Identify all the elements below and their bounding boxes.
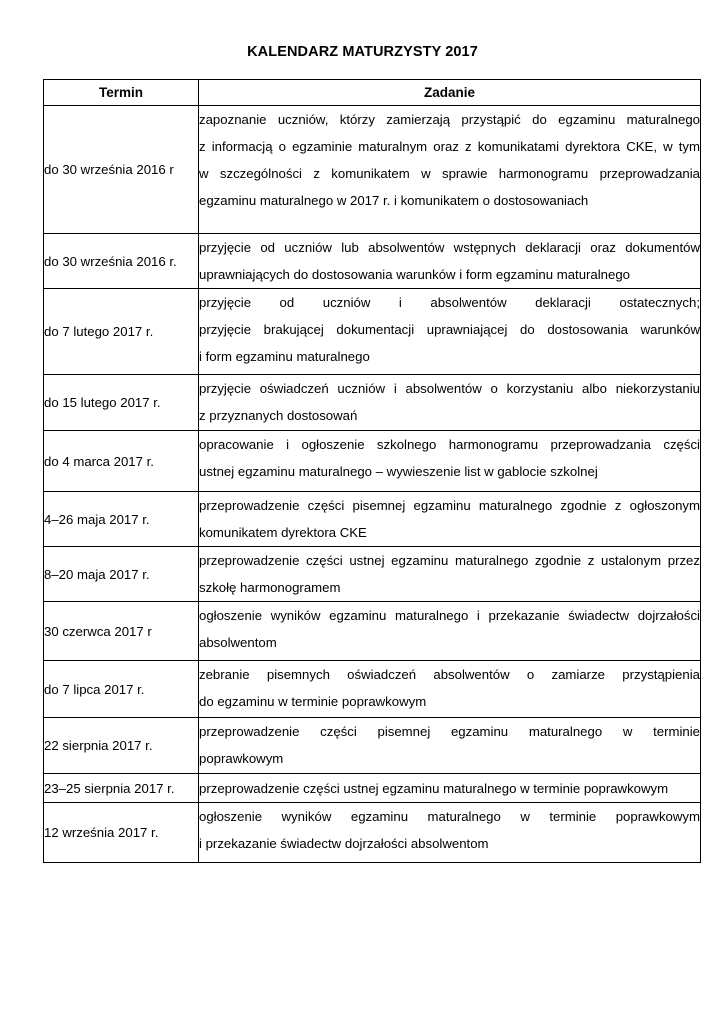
task-line: do egzaminu w terminie poprawkowym <box>199 694 427 709</box>
task-cell <box>199 774 701 803</box>
task-line: opracowanie i ogłoszenie szkolnego harmonogramu przeprowadzania części <box>199 437 700 452</box>
term-cell: 23–25 sierpnia 2017 r. <box>44 774 199 803</box>
term-cell: do 7 lipca 2017 r. <box>44 661 199 718</box>
task-cell <box>199 375 701 431</box>
task-cell <box>199 234 701 289</box>
table-row <box>44 547 701 602</box>
term-cell: 22 sierpnia 2017 r. <box>44 718 199 774</box>
task-line: przeprowadzenie części ustnej egzaminu maturalnego zgodnie z ustalonym przez <box>199 553 700 568</box>
task-line: przyjęcie od uczniów i absolwentów deklaracji ostatecznych; <box>199 295 700 310</box>
task-cell <box>199 106 701 234</box>
table-row <box>44 234 701 289</box>
column-header-termin: Termin <box>44 80 199 106</box>
task-cell <box>199 492 701 547</box>
task-line: i form egzaminu maturalnego <box>199 349 370 364</box>
task-cell <box>199 431 701 492</box>
table-row <box>44 774 701 803</box>
task-line: poprawkowym <box>199 751 284 766</box>
task-line: zapoznanie uczniów, którzy zamierzają przystąpić do egzaminu maturalnego <box>199 112 700 127</box>
term-cell: do 15 lutego 2017 r. <box>44 375 199 431</box>
table-body <box>44 106 701 863</box>
table-row <box>44 106 701 234</box>
task-line: zebranie pisemnych oświadczeń absolwentów o zamiarze przystąpienia <box>199 667 700 682</box>
task-line: przyjęcie od uczniów lub absolwentów wstępnych deklaracji oraz dokumentów <box>199 240 700 255</box>
table-row <box>44 492 701 547</box>
task-line: komunikatem dyrektora CKE <box>199 525 367 540</box>
term-cell: do 4 marca 2017 r. <box>44 431 199 492</box>
task-line: przeprowadzenie części pisemnej egzaminu maturalnego w terminie <box>199 724 700 739</box>
task-cell <box>199 718 701 774</box>
column-header-zadanie: Zadanie <box>199 80 701 106</box>
term-cell: do 30 września 2016 r <box>44 106 199 234</box>
term-cell: 8–20 maja 2017 r. <box>44 547 199 602</box>
table-row <box>44 718 701 774</box>
task-line: przeprowadzenie części pisemnej egzaminu maturalnego zgodnie z ogłoszonym <box>199 498 700 513</box>
task-line: w szczególności z komunikatem w sprawie harmonogramu przeprowadzania <box>199 166 700 181</box>
calendar-table <box>43 79 701 863</box>
task-line: z przyznanych dostosowań <box>199 408 358 423</box>
table-row <box>44 289 701 375</box>
task-line: absolwentom <box>199 635 277 650</box>
term-cell: 30 czerwca 2017 r <box>44 602 199 661</box>
term-cell: 12 września 2017 r. <box>44 803 199 863</box>
task-cell <box>199 661 701 718</box>
task-line: przyjęcie oświadczeń uczniów i absolwentów o korzystaniu albo niekorzystaniu <box>199 381 700 396</box>
task-line: ogłoszenie wyników egzaminu maturalnego i przekazanie świadectw dojrzałości <box>199 608 700 623</box>
task-cell <box>199 602 701 661</box>
task-line: ogłoszenie wyników egzaminu maturalnego w terminie poprawkowym <box>199 809 700 824</box>
task-line: przeprowadzenie części ustnej egzaminu maturalnego w terminie poprawkowym <box>199 780 669 796</box>
page-title: KALENDARZ MATURZYSTY 2017 <box>247 44 478 60</box>
table-header-row <box>44 80 701 106</box>
table-row <box>44 602 701 661</box>
table-row <box>44 803 701 863</box>
term-cell: 4–26 maja 2017 r. <box>44 492 199 547</box>
term-cell: do 30 września 2016 r. <box>44 234 199 289</box>
task-cell <box>199 547 701 602</box>
task-line: i przekazanie świadectw dojrzałości absolwentom <box>199 836 489 851</box>
task-line: przyjęcie brakującej dokumentacji uprawniającej do dostosowania warunków <box>199 322 700 337</box>
task-line: szkołę harmonogramem <box>199 580 341 595</box>
table-row <box>44 431 701 492</box>
table-row <box>44 375 701 431</box>
table-row <box>44 661 701 718</box>
task-line: ustnej egzaminu maturalnego – wywieszenie list w gablocie szkolnej <box>199 464 598 479</box>
task-line: egzaminu maturalnego w 2017 r. i komunikatem o dostosowaniach <box>199 193 589 208</box>
task-cell <box>199 289 701 375</box>
task-line: z informacją o egzaminie maturalnym oraz z komunikatami dyrektora CKE, w tym <box>199 139 700 154</box>
task-cell <box>199 803 701 863</box>
term-cell: do 7 lutego 2017 r. <box>44 289 199 375</box>
task-line: uprawniających do dostosowania warunków i form egzaminu maturalnego <box>199 267 631 282</box>
